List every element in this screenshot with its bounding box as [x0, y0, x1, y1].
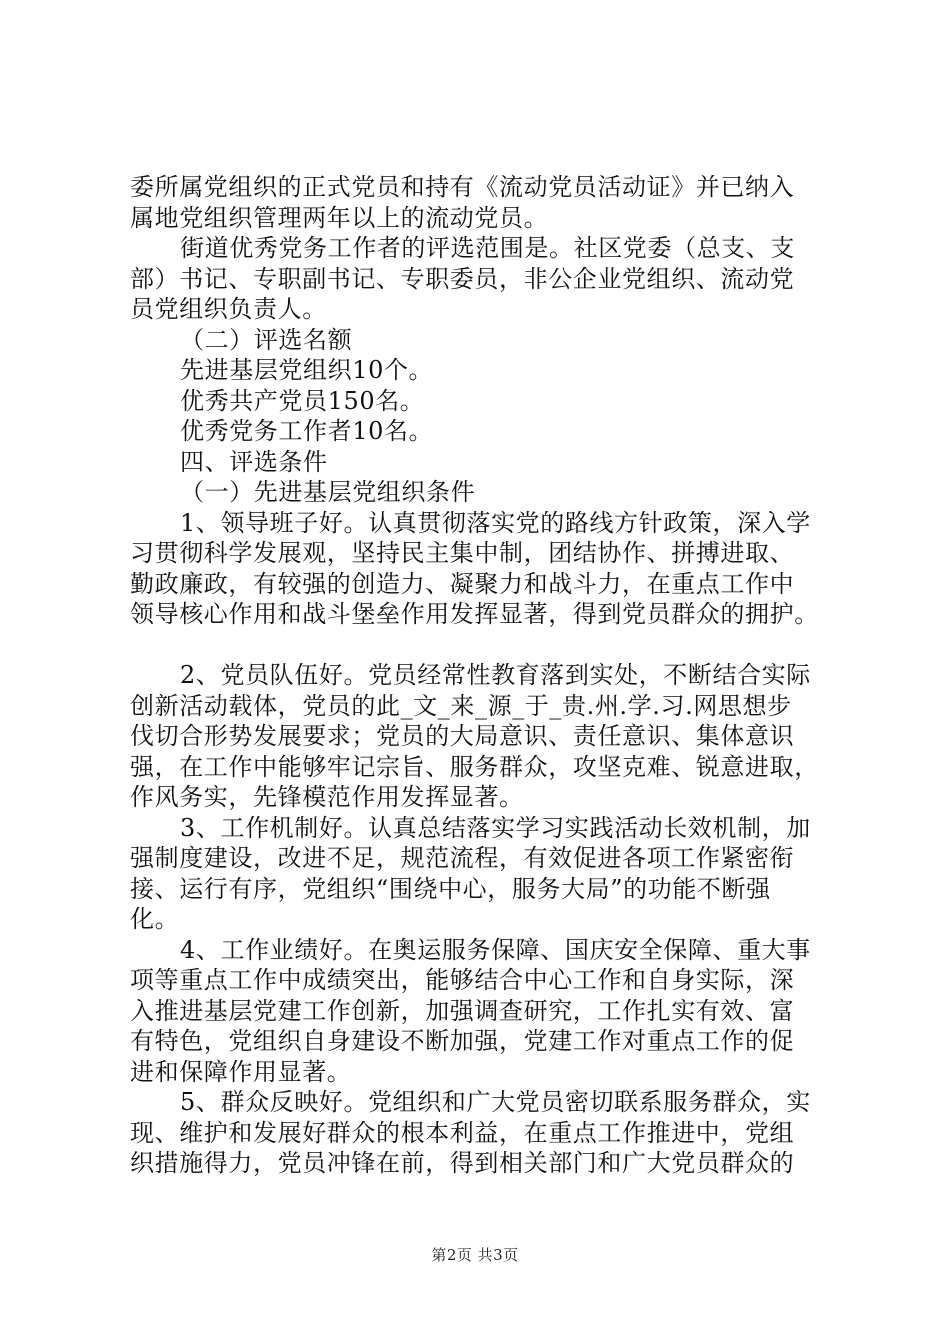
text-line: 有特色，党组织自身建设不断加强，党建工作对重点工作的促 [130, 1027, 795, 1055]
text-line: 习贯彻科学发展观，坚持民主集中制，团结协作、拼搏进取、 [130, 539, 795, 567]
text-line: 四、评选条件 [180, 447, 328, 476]
blank-line [130, 630, 830, 661]
text-line: 委所属党组织的正式党员和持有《流动党员活动证》并已纳入 [130, 173, 795, 201]
text-line: 入推进基层党建工作创新，加强调查研究，工作扎实有效、富 [130, 996, 795, 1025]
text-line: 接、运行有序，党组织“围绕中心，服务大局”的功能不断强 [130, 874, 771, 903]
text-line: 优秀党务工作者10名。 [180, 417, 434, 445]
text-line: 现、维护和发展好群众的根本利益，在重点工作推进中，党组 [130, 1118, 795, 1147]
document-body [130, 172, 830, 1179]
text-line: 伐切合形势发展要求；党员的大局意识、责任意识、集体意识 [130, 722, 795, 750]
text-line: 员党组织负责人。 [130, 295, 327, 323]
text-line: 部）书记、专职副书记、专职委员，非公企业党组织、流动党 [130, 264, 795, 293]
text-line: 作风务实，先锋模范作用发挥显著。 [130, 783, 524, 811]
text-line: 织措施得力，党员冲锋在前，得到相关部门和广大党员群众的 [130, 1149, 795, 1177]
text-line: 3、工作机制好。认真总结落实学习实践活动长效机制，加 [180, 813, 811, 842]
text-line: 创新活动载体，党员的此_文_来_源_于_贵.州.学.习.网思想步 [130, 691, 792, 720]
text-line: 先进基层党组织10个。 [180, 356, 434, 384]
text-line: 4、工作业绩好。在奥运服务保障、国庆安全保障、重大事 [180, 935, 811, 964]
text-line: 属地党组织管理两年以上的流动党员。 [130, 203, 549, 232]
text-line: （一）先进基层党组织条件 [180, 478, 476, 506]
text-line: 强制度建设，改进不足，规范流程，有效促进各项工作紧密衔 [130, 844, 795, 872]
text-line: 1、领导班子好。认真贯彻落实党的路线方针政策，深入学 [180, 508, 811, 537]
text-line: 强，在工作中能够牢记宗旨、服务群众，攻坚克难、锐意进取， [130, 752, 819, 781]
text-line: 街道优秀党务工作者的评选范围是。社区党委（总支、支 [180, 234, 795, 262]
text-line: 5、群众反映好。党组织和广大党员密切联系服务群众，实 [180, 1088, 811, 1116]
text-line: 领导核心作用和战斗堡垒作用发挥显著，得到党员群众的拥护。 [130, 600, 819, 628]
text-line: 勤政廉政，有较强的创造力、凝聚力和战斗力，在重点工作中 [130, 569, 795, 598]
page-footer: 第2页 共3页 [431, 1246, 519, 1264]
text-line: （二）评选名额 [180, 325, 353, 354]
text-line: 优秀共产党员150名。 [180, 386, 425, 415]
text-line: 化。 [130, 905, 180, 933]
text-line: 进和保障作用显著。 [130, 1057, 352, 1086]
text-line: 项等重点工作中成绩突出，能够结合中心工作和自身实际，深 [130, 966, 795, 994]
text-line: 2、党员队伍好。党员经常性教育落到实处，不断结合实际 [180, 661, 811, 689]
